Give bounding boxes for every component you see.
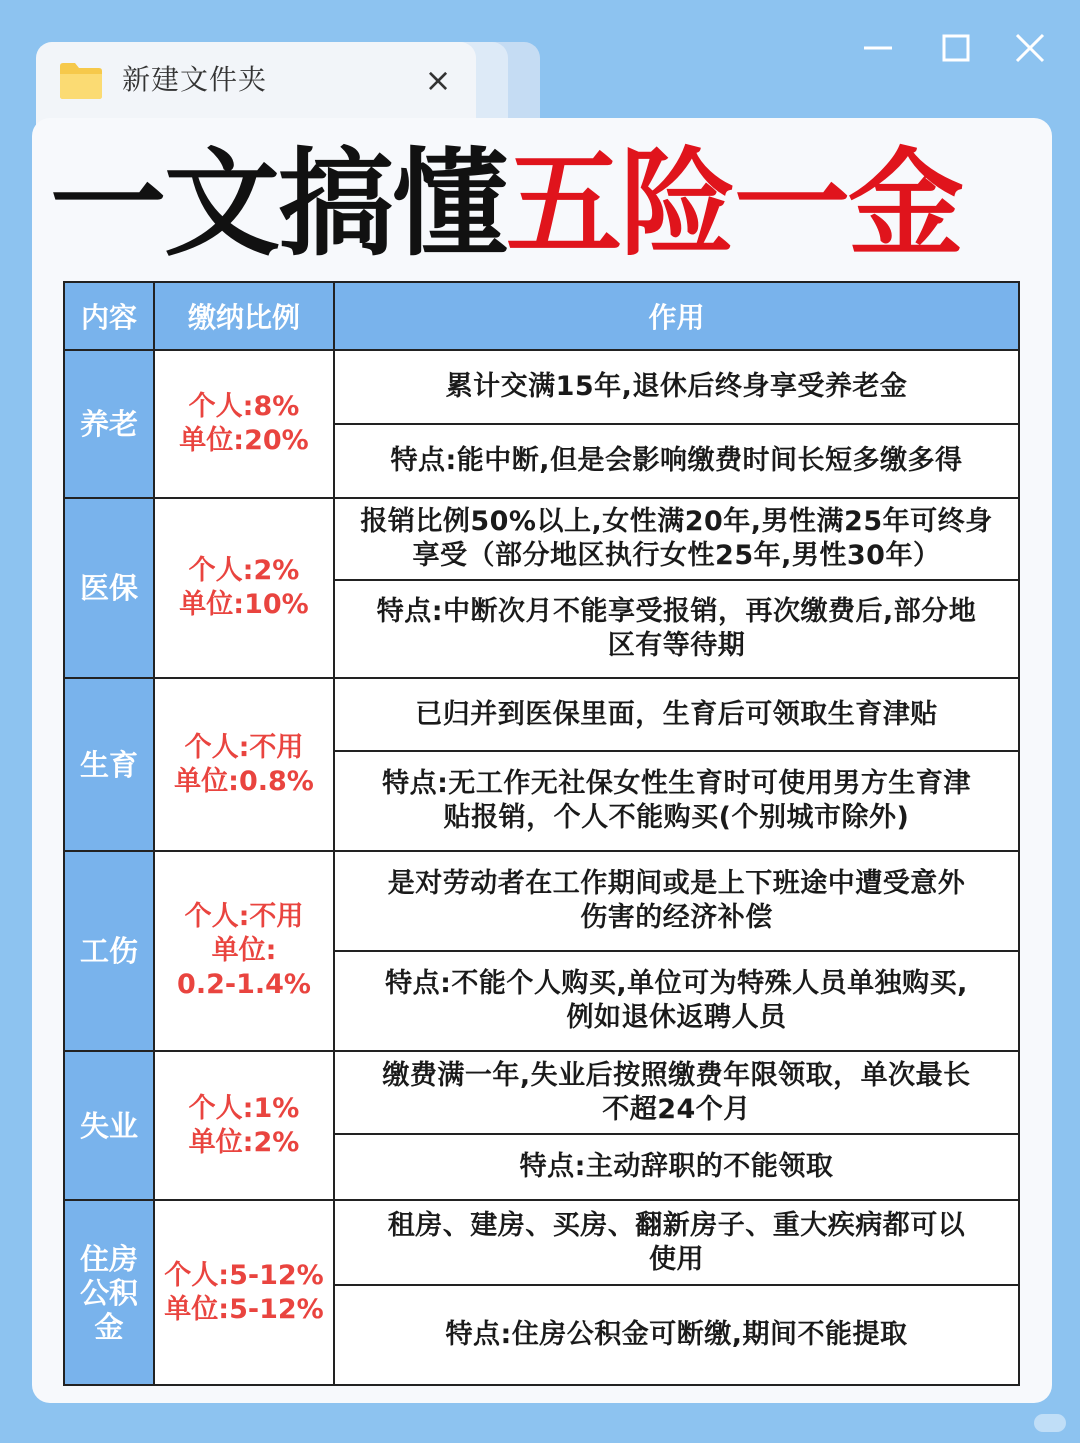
feature-cell: 特点:住房公积金可断缴,期间不能提取 (334, 1285, 1019, 1385)
category-cell: 工伤 (64, 851, 154, 1051)
table-header-row (64, 282, 1019, 350)
header-content: 内容 (64, 282, 154, 350)
header-effect: 作用 (334, 282, 1019, 350)
table-row (64, 1051, 1019, 1134)
minimize-button[interactable] (856, 26, 900, 70)
headline-title (50, 137, 1040, 272)
rate-cell: 个人:2% 单位:10% (154, 498, 334, 678)
feature-cell: 特点:能中断,但是会影响缴费时间长短多缴多得 (334, 424, 1019, 498)
category-cell: 失业 (64, 1051, 154, 1200)
rate-cell: 个人:5-12% 单位:5-12% (154, 1200, 334, 1385)
maximize-button[interactable] (934, 26, 978, 70)
table-row (64, 851, 1019, 951)
table-row (64, 350, 1019, 424)
table-row (64, 1200, 1019, 1285)
effect-cell: 报销比例50%以上,女性满20年,男性满25年可终身 享受（部分地区执行女性25年,男性30年） (334, 498, 1019, 580)
effect-cell: 累计交满15年,退休后终身享受养老金 (334, 350, 1019, 424)
insurance-table (63, 281, 1020, 1386)
rate-cell: 个人:1% 单位:2% (154, 1051, 334, 1200)
feature-cell: 特点:主动辞职的不能领取 (334, 1134, 1019, 1200)
rate-cell: 个人:不用 单位: 0.2-1.4% (154, 851, 334, 1051)
table-row (64, 678, 1019, 751)
category-cell: 生育 (64, 678, 154, 851)
category-cell: 养老 (64, 350, 154, 498)
folder-icon (58, 60, 104, 100)
close-window-button[interactable] (1008, 26, 1052, 70)
category-cell: 住房 公积 金 (64, 1200, 154, 1385)
header-rate: 缴纳比例 (154, 282, 334, 350)
feature-cell: 特点:不能个人购买,单位可为特殊人员单独购买, 例如退休返聘人员 (334, 951, 1019, 1051)
headline-part-dark: 一文搞懂 (50, 137, 506, 272)
feature-cell: 特点:中断次月不能享受报销，再次缴费后,部分地 区有等待期 (334, 580, 1019, 678)
watermark-badge (1034, 1414, 1066, 1432)
effect-cell: 是对劳动者在工作期间或是上下班途中遭受意外 伤害的经济补偿 (334, 851, 1019, 951)
effect-cell: 租房、建房、买房、翻新房子、重大疾病都可以 使用 (334, 1200, 1019, 1285)
tab-close-button[interactable]: × (424, 61, 452, 99)
tab-title: 新建文件夹 (122, 63, 268, 96)
category-cell: 医保 (64, 498, 154, 678)
headline-part-red: 五险一金 (506, 137, 962, 272)
effect-cell: 缴费满一年,失业后按照缴费年限领取，单次最长 不超24个月 (334, 1051, 1019, 1134)
rate-cell: 个人:8% 单位:20% (154, 350, 334, 498)
feature-cell: 特点:无工作无社保女性生育时可使用男方生育津 贴报销，个人不能购买(个别城市除外) (334, 751, 1019, 851)
effect-cell: 已归并到医保里面，生育后可领取生育津贴 (334, 678, 1019, 751)
table-row (64, 498, 1019, 580)
rate-cell: 个人:不用 单位:0.8% (154, 678, 334, 851)
